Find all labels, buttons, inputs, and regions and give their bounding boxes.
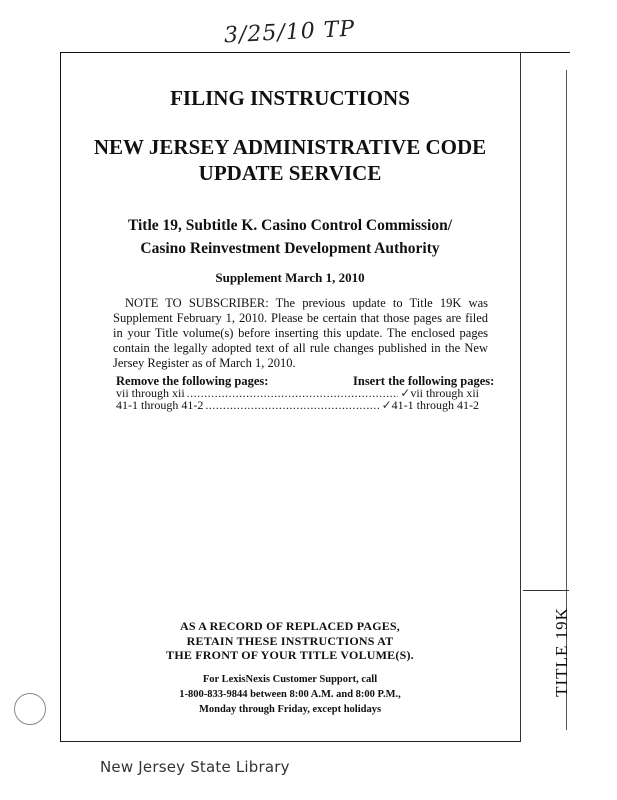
check-mark-icon: ✓ — [400, 386, 411, 400]
supplement-date: Supplement March 1, 2010 — [215, 270, 365, 285]
document-title: FILING INSTRUCTIONS — [170, 86, 410, 110]
insert-page-range: 41-1 through 41-2 — [391, 398, 479, 412]
check-mark-icon: ✓ — [381, 398, 392, 412]
subscriber-note: NOTE TO SUBSCRIBER: The previous update to Title 19K was Supplement February 1, 2010. Please be certain that those pages are filed in your Title volume(s) before inserting this update. The enclosed pages contain the legally adopted text of all rule changes published in the New Jersey Register as of March 1, 2010. — [113, 296, 488, 370]
record-line-2: RETAIN THESE INSTRUCTIONS AT — [186, 633, 394, 648]
document-heading — [60, 134, 520, 186]
document-subtitle — [60, 214, 520, 260]
library-stamp: New Jersey State Library — [100, 758, 290, 776]
leader-dots — [205, 398, 379, 413]
support-line-2: 1-800-833-9844 between 8:00 A.M. and 8:00 P.M., — [179, 689, 401, 700]
heading-line-1: NEW JERSEY ADMINISTRATIVE CODE — [93, 135, 487, 159]
frame-right-border — [520, 52, 521, 742]
heading-line-2: UPDATE SERVICE — [198, 161, 382, 185]
handwritten-date-note: 3/25/10 TP — [223, 16, 356, 49]
record-notice — [60, 619, 520, 663]
customer-support-info — [60, 672, 520, 717]
page-row — [116, 398, 479, 413]
record-line-3: THE FRONT OF YOUR TITLE VOLUME(S). — [166, 648, 414, 662]
remove-page-range: 41-1 through 41-2 — [116, 398, 204, 412]
tab-divider — [523, 590, 569, 591]
frame-bottom-border — [60, 741, 520, 742]
support-line-3: Monday through Friday, except holidays — [198, 704, 382, 715]
insert-page-range: vii through xii — [410, 386, 479, 400]
title-side-tab: TITLE 19K — [552, 607, 571, 697]
subtitle-line-1: Title 19, Subtitle K. Casino Control Commission/ — [127, 217, 453, 234]
remove-pages-header: Remove the following pages: — [116, 374, 269, 388]
record-line-1: AS A RECORD OF REPLACED PAGES, — [179, 619, 401, 633]
subtitle-line-2: Casino Reinvestment Development Authority — [140, 240, 440, 257]
remove-page-range: vii through xii — [116, 386, 185, 400]
support-line-1: For LexisNexis Customer Support, call — [202, 674, 378, 685]
frame-top-border — [60, 52, 570, 53]
insert-pages-header: Insert the following pages: — [353, 374, 495, 388]
punch-hole — [14, 693, 46, 725]
